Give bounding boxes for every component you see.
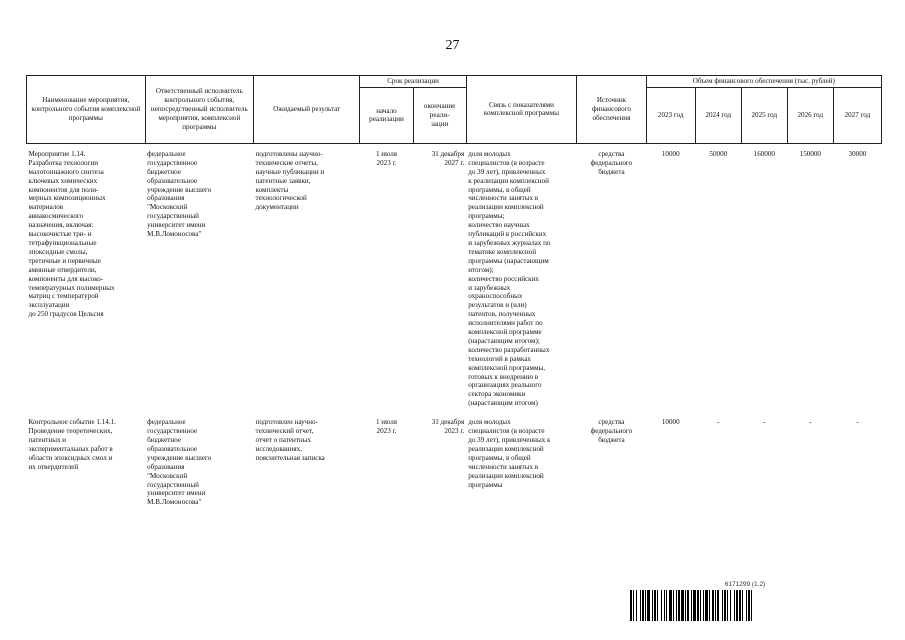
row-value-2025: - <box>763 418 766 427</box>
header-funding: Объем финансового обеспечения (тыс. рублей) <box>646 76 881 88</box>
row-source: средства федерального бюджета <box>590 418 633 444</box>
row-end: 31 декабря 2023 г. <box>431 418 465 436</box>
row-source: средства федерального бюджета <box>590 149 633 176</box>
row-responsible: федеральное государственное бюджетное образовательное учреждение высшего образования "Московский государственный университет имени М.В.Ломоносова" <box>147 418 212 507</box>
row-value-2025: 160000 <box>753 149 775 158</box>
header-year-2024: 2024 год <box>695 87 741 143</box>
header-year-2026: 2026 год <box>787 87 833 143</box>
header-responsible: Ответственный исполнитель контрольного события, непосредственный исполнитель мероприятия, комплексной программы <box>145 76 253 144</box>
row-result: подготовлен научно- технический отчет, отчет о патентных исследованиях, пояснительная записка <box>255 418 325 462</box>
row-start: 1 июля 2023 г. <box>375 149 397 167</box>
row-value-2026: 150000 <box>799 149 821 158</box>
row-name: Мероприятие 1.14. Разработка технологии малотоннажного синтеза ключевых химических компонентов для поли- мерных композиционных материалов авиакосмического назначения, включая: высокочистые три- и тетрафункциональные эпоксидные смолы, третичные и первичные аминные отвердители, компоненты для высоко- температурных полимерных матриц с температурой эксплуатации до 250 градусов Цельсия <box>28 149 115 319</box>
table-row <box>27 418 882 507</box>
barcode-icon <box>630 590 860 621</box>
row-start: 1 июля 2023 г. <box>375 418 397 436</box>
header-link: Связь с показателями комплексной программы <box>466 76 576 144</box>
header-period-end: окончание реали- зации <box>413 87 466 143</box>
row-value-2023: 10000 <box>661 418 680 427</box>
row-value-2024: 50000 <box>709 149 728 158</box>
header-period: Срок реализации <box>360 76 466 88</box>
header-result: Ожидаемый результат <box>254 76 360 144</box>
row-name: Контрольное событие 1.14.1. Проведение теоретических, патентных и экспериментальных работ в области эпоксидных смол и их отвердителей <box>28 418 116 471</box>
row-result: подготовлены научно- технические отчеты, научные публикации и патентные заявки, комплекты технологической документации <box>255 149 325 212</box>
header-year-2025: 2025 год <box>741 87 787 143</box>
document-barcode <box>630 581 860 621</box>
barcode-caption: 6171299 (1.2) <box>724 581 766 588</box>
program-activities-table <box>26 75 882 507</box>
row-end: 31 декабря 2027 г. <box>431 149 465 167</box>
row-value-2027: 30000 <box>848 149 867 158</box>
header-period-start: начало реализации <box>360 87 413 143</box>
row-value-2024: - <box>717 418 720 427</box>
header-year-2027: 2027 год <box>833 87 881 143</box>
row-value-2023: 10000 <box>661 149 680 158</box>
row-link: доля молодых специалистов (в возрасте до 39 лет), привлеченных к реализации комплексной программы, в общей численности занятых в реализации комплексной программы <box>468 418 551 489</box>
row-responsible: федеральное государственное бюджетное образовательное учреждение высшего образования "Московский государственный университет имени М.В.Ломоносова" <box>147 149 212 239</box>
header-name: Наименование мероприятия, контрольного события комплексной программы <box>27 76 146 144</box>
table-row <box>27 150 882 408</box>
header-source: Источник финансового обеспечения <box>577 76 647 144</box>
header-year-2023: 2023 год <box>646 87 695 143</box>
row-value-2026: - <box>809 418 812 427</box>
row-link: доля молодых специалистов (в возрасте до 39 лет), привлеченных к реализации комплексной программы, в общей численности занятых в реализации комплексной программы; количество научных публикаций в российских и зарубежных журналах по тематике комплексной программы (нарастающим итогом); количество российских и зарубежных охраноспособных результатов и (или) патентов, полученных исполнителями работ по комплексной программе (нарастающим итогом); количество разработанных технологий в рамках комплексной программы, готовых к внедрению в организациях реального сектора экономики (нарастающим итогом) <box>468 149 551 408</box>
page-number: 27 <box>445 38 460 53</box>
row-value-2027: - <box>856 418 859 427</box>
